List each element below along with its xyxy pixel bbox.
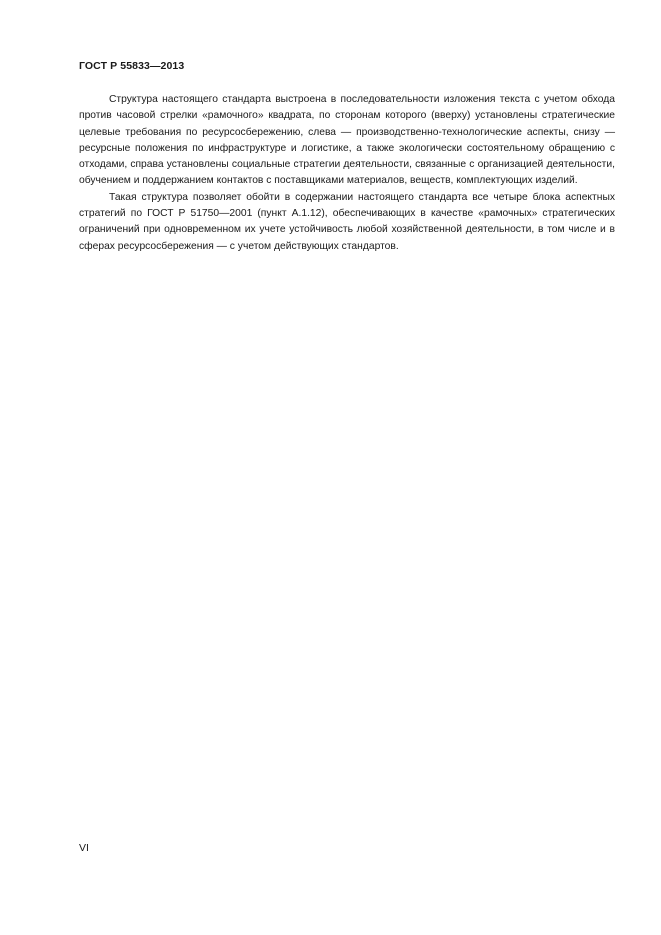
page-number: VI bbox=[79, 842, 89, 854]
paragraph: Такая структура позволяет обойти в содержании настоящего стандарта все четыре блока аспектных стратегий по ГОСТ Р 51750—2001 (пункт А.1.12), обеспечивающих в качестве «рамочных» стратегических ограничений при одновременном их учете устойчивость любой хозяйственной деятельности, в том числе и в сферах ресурсосбережения — с учетом действующих стандартов. bbox=[79, 191, 615, 252]
paragraph: Структура настоящего стандарта выстроена в последовательности изложения текста с учетом обхода против часовой стрелки «рамочного» квадрата, по сторонам которого (вверху) установлены стратегические целевые требования по ресурсосбережению, слева — производственно-технологические аспекты, снизу — ресурсные положения по инфраструктуре и логистике, а также экологически состоятельному обращению с отходами, справа установлены социальные стратегии деятельности, связанные с организацией деятельности, обучением и поддержанием контактов с поставщиками материалов, веществ, комплектующих изделий. bbox=[79, 94, 615, 187]
document-body bbox=[79, 92, 615, 255]
document-header: ГОСТ Р 55833—2013 bbox=[79, 60, 185, 72]
